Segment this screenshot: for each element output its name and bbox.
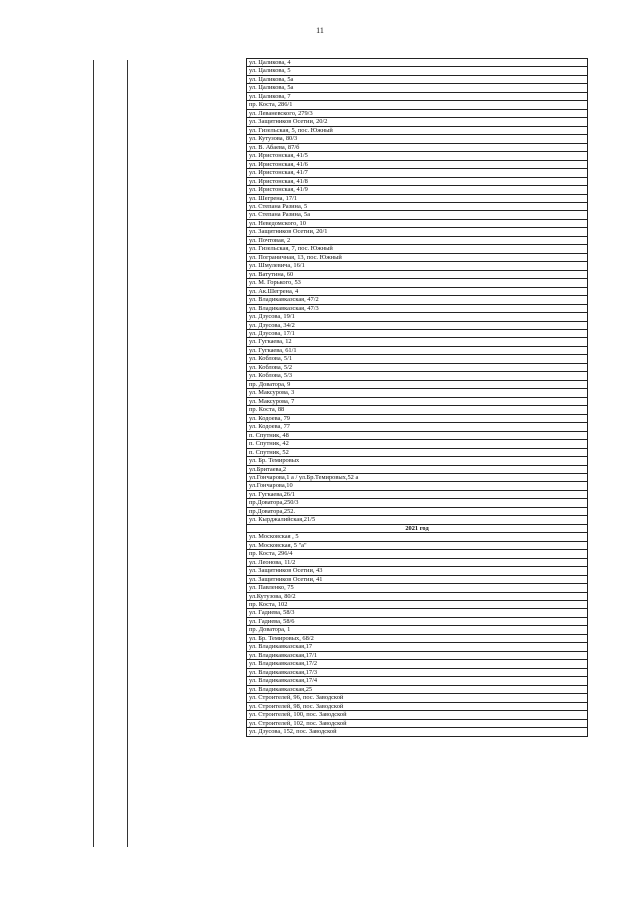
address-row: ул. Защитников Осетии, 41 — [247, 576, 587, 584]
address-row: ул. Павленко, 75 — [247, 584, 587, 592]
address-row: ул. Цаликова, 5 — [247, 67, 587, 75]
address-row: ул. Леонова, 11/2 — [247, 559, 587, 567]
address-row: ул. Кутузова, 80/3 — [247, 135, 587, 143]
address-row: ул. Дзусова, 152, пос. Заводской — [247, 728, 587, 736]
address-row: ул. Коблова, 5/2 — [247, 364, 587, 372]
address-row: ул. Бр. Темировых, 68/2 — [247, 635, 587, 643]
address-row: ул. Степана Разина, 5 — [247, 203, 587, 211]
address-row: пр.Доватора,252. — [247, 508, 587, 516]
address-row: ул. Дзусова, 34/2 — [247, 322, 587, 330]
address-row: ул. Владикавказская,17/4 — [247, 677, 587, 685]
address-row: ул. Строителей, 98, пос. Заводской — [247, 703, 587, 711]
address-row: ул. Неведомского, 10 — [247, 220, 587, 228]
address-row: ул.Бритаева,2 — [247, 466, 587, 474]
address-row: ул. Кырджалийская,21/5 — [247, 516, 587, 524]
address-row: пр. Коста, 102 — [247, 601, 587, 609]
address-row: ул. Гадиева, 58/6 — [247, 618, 587, 626]
address-row: п. Спутник, 48 — [247, 432, 587, 440]
address-row: пр. Коста, 88 — [247, 406, 587, 414]
address-row: ул. Коблова, 5/3 — [247, 372, 587, 380]
address-row: п. Спутник, 42 — [247, 440, 587, 448]
address-row: ул. Строителей, 100, пос. Заводской — [247, 711, 587, 719]
address-row: ул. Иристонская, 41/5 — [247, 152, 587, 160]
address-row: ул. Пограничная, 13, пос. Южный — [247, 254, 587, 262]
address-row: ул. Владикавказская,17/1 — [247, 652, 587, 660]
address-row: ул. Владикавказская,25 — [247, 686, 587, 694]
address-row: ул. Цаликова, 7 — [247, 93, 587, 101]
address-row: ул. Почтовая, 2 — [247, 237, 587, 245]
address-row: пр. Коста, 296/4 — [247, 550, 587, 558]
address-row: ул. Дзусова, 17/1 — [247, 330, 587, 338]
address-row: ул. Гадиева, 58/3 — [247, 609, 587, 617]
page-number: 11 — [316, 26, 324, 35]
address-row: ул. В. Абаева, 87/б — [247, 144, 587, 152]
left-column-border-1 — [93, 60, 94, 847]
address-row: ул. Иристонская, 41/6 — [247, 161, 587, 169]
year-header-row: 2021 год — [247, 525, 587, 533]
address-row: ул. Иристонская, 41/9 — [247, 186, 587, 194]
left-column-border-2 — [127, 60, 128, 847]
address-row: ул. Московская , 5 — [247, 533, 587, 541]
address-row: ул. Гугкаева,26/1 — [247, 491, 587, 499]
address-row: ул. Владикавказская,17/2 — [247, 660, 587, 668]
address-row: ул. Коблова, 5/1 — [247, 355, 587, 363]
address-row: ул.Кутузова, 80/2 — [247, 593, 587, 601]
address-row: ул. Бр. Темировых — [247, 457, 587, 465]
address-row: ул. Гизельская, 7, пос. Южный — [247, 245, 587, 253]
address-row: ул. Владикавказская,17 — [247, 643, 587, 651]
address-row: пр. Доватора, 1 — [247, 626, 587, 634]
address-row: ул. Дзусова, 19/1 — [247, 313, 587, 321]
address-row: ул. Цаликова, 5а — [247, 76, 587, 84]
address-row: ул. М. Горького, 53 — [247, 279, 587, 287]
address-row: ул. Гугкаева, 61/1 — [247, 347, 587, 355]
address-row: ул. Строителей, 102, пос. Заводской — [247, 720, 587, 728]
address-row: ул. Ак.Шегрена, 4 — [247, 288, 587, 296]
address-row: ул. Иристонская, 41/8 — [247, 178, 587, 186]
address-row: ул. Шмулевича, 16/1 — [247, 262, 587, 270]
address-row: ул. Максурова, 3 — [247, 389, 587, 397]
address-row: ул. Гугкаева, 12 — [247, 338, 587, 346]
address-row: ул. Цаликова, 5а — [247, 84, 587, 92]
address-row: пр. Коста, 286/1 — [247, 101, 587, 109]
address-row: ул. Цаликова, 4 — [247, 59, 587, 67]
address-row: ул. Степана Разина, 5а — [247, 211, 587, 219]
address-row: ул.Гончарова,1 а / ул.Бр.Темировых,52 а — [247, 474, 587, 482]
address-row: ул. Защитников Осетии, 43 — [247, 567, 587, 575]
address-row: ул. Иристонская, 41/7 — [247, 169, 587, 177]
address-row: ул. Московская, 5 "а" — [247, 542, 587, 550]
address-row: ул. Кодоева, 79 — [247, 415, 587, 423]
address-row: ул. Строителей, 96, пос. Заводской — [247, 694, 587, 702]
address-row: пр.Доватора,250/3 — [247, 499, 587, 507]
address-row: ул. Защитников Осетии, 20/1 — [247, 228, 587, 236]
address-row: ул. Ватутина, 60 — [247, 271, 587, 279]
address-row: ул. Максурова, 7 — [247, 398, 587, 406]
address-row: ул. Шегрена, 17/1 — [247, 195, 587, 203]
address-row: ул. Владикавказская,17/3 — [247, 669, 587, 677]
address-row: ул. Защитников Осетии, 20/2 — [247, 118, 587, 126]
address-row: ул. Владикавказская, 47/3 — [247, 305, 587, 313]
address-row: ул. Леваневского, 279/3 — [247, 110, 587, 118]
address-row: п. Спутник, 52 — [247, 449, 587, 457]
address-row: ул. Кодоева, 77 — [247, 423, 587, 431]
address-row: ул. Владикавказская, 47/2 — [247, 296, 587, 304]
address-table — [246, 58, 588, 737]
address-row: ул.Гончарова,10 — [247, 482, 587, 490]
address-row: пр. Доватора, 9 — [247, 381, 587, 389]
address-row: ул. Гизельская, 5, пос. Южный — [247, 127, 587, 135]
